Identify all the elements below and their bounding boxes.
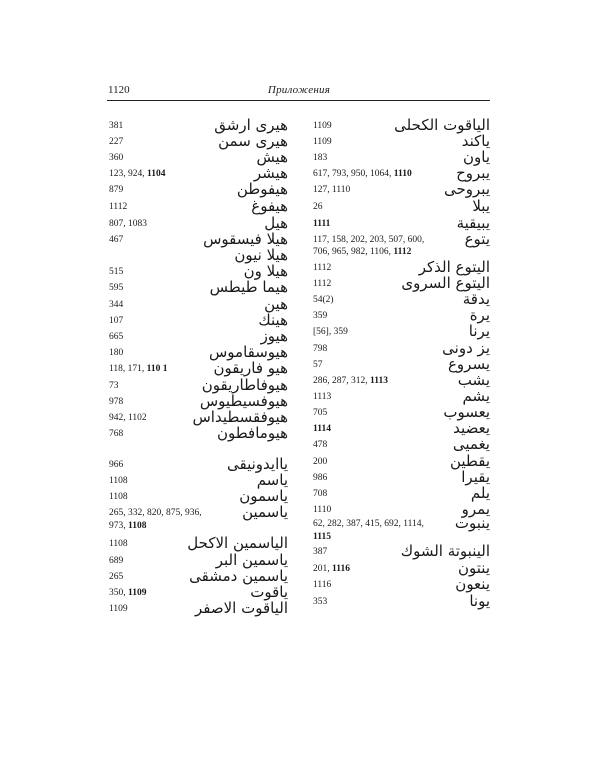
index-entry: [0, 166, 600, 183]
page-references: 705: [313, 408, 328, 418]
index-entry: [0, 182, 600, 199]
page-references: 689: [109, 556, 124, 566]
arabic-headword: يغميى: [452, 435, 490, 453]
page-references: 353: [313, 597, 328, 607]
arabic-headword: هيما طيطس: [209, 278, 288, 296]
page-references: 180: [109, 348, 124, 358]
arabic-headword: يبروحى: [444, 180, 490, 198]
index-entry: [0, 437, 600, 454]
page-references: 265: [109, 572, 124, 582]
main-page-reference: 1115: [313, 532, 331, 542]
page-references: 62, 282, 387, 415, 692, 1114,: [313, 519, 424, 529]
page-references: 879: [109, 185, 124, 195]
page-references: 798: [313, 344, 328, 354]
arabic-headword: الينبوتة الشوك: [400, 542, 490, 560]
page-references: 344: [109, 300, 124, 310]
page-references: 706, 965, 982, 1106, 1112: [313, 247, 412, 257]
index-entry: [0, 199, 600, 216]
page-references: 1113: [313, 392, 332, 402]
arabic-headword: الياقوت الاصفر: [195, 599, 288, 617]
page-references: 978: [109, 397, 124, 407]
arabic-headword: هيلا فيسقوس: [203, 230, 288, 248]
page-references: 57: [313, 360, 323, 370]
page-references: 350, 1109: [109, 588, 147, 598]
index-entry: [0, 292, 600, 309]
arabic-headword: هيل: [264, 214, 288, 232]
arabic-headword: اليتوع الذكر: [418, 258, 490, 276]
page-references: 595: [109, 283, 124, 293]
page-references: 227: [109, 137, 124, 147]
page-references: [56], 359: [313, 327, 348, 337]
page-references: 467: [109, 235, 124, 245]
main-page-reference: 1108: [128, 521, 147, 531]
index-entry: [0, 357, 600, 374]
index-entry: [0, 244, 600, 261]
arabic-headword: ياسمين: [242, 503, 288, 521]
page-references: 1116: [313, 580, 332, 590]
arabic-headword: يلم: [470, 484, 490, 502]
main-page-reference: 110 1: [146, 364, 168, 374]
index-entry: [0, 150, 600, 167]
page-references: 127, 1110: [313, 185, 351, 195]
main-page-reference: 1111: [313, 219, 331, 229]
page-references: 1112: [313, 279, 332, 289]
page-references: 117, 158, 202, 203, 507, 600,: [313, 235, 425, 245]
arabic-headword: هيرى سمن: [218, 132, 288, 150]
arabic-headword: ياسمين دمشقى: [189, 567, 288, 585]
main-page-reference: 1116: [332, 564, 350, 574]
page-references: 986: [313, 473, 328, 483]
arabic-headword: اليتوع السروى: [401, 274, 490, 292]
main-page-reference: 1104: [147, 169, 166, 179]
arabic-headword: يمرو: [461, 500, 490, 518]
page-references: 1109: [313, 121, 332, 131]
arabic-headword: هين: [264, 295, 288, 313]
page-references: 265, 332, 820, 875, 936,: [109, 508, 202, 518]
arabic-headword: هيفوطن: [236, 180, 288, 198]
arabic-headword: يرنا: [468, 322, 490, 340]
running-title: Приложения: [267, 84, 331, 96]
page-references: 768: [109, 429, 124, 439]
arabic-headword: هيش: [256, 148, 288, 166]
arabic-headword: يدقة: [462, 290, 490, 308]
index-entry: [0, 470, 600, 487]
page-references: 966: [109, 460, 124, 470]
page-references: [313, 218, 330, 230]
arabic-headword: يونا: [469, 592, 490, 610]
index-entry: [0, 324, 600, 341]
page-references: 1109: [313, 137, 332, 147]
arabic-headword: ياايدونيقى: [227, 455, 288, 473]
page-references: 1108: [109, 539, 128, 549]
arabic-headword: هيلا نيون: [234, 246, 288, 264]
index-entry: [0, 486, 600, 503]
index-entry: [0, 341, 600, 358]
page-references: 1110: [313, 505, 332, 515]
arabic-headword: ياسم: [256, 471, 288, 489]
page-references: [313, 531, 331, 543]
index-entry: [0, 216, 600, 233]
index-entry: [0, 373, 600, 390]
page-references: 708: [313, 489, 328, 499]
main-page-reference: 1112: [393, 247, 412, 257]
index-entry: [0, 118, 600, 135]
page-references: 1112: [109, 202, 128, 212]
page-references: 26: [313, 202, 323, 212]
arabic-headword: هينك: [258, 311, 288, 329]
main-page-reference: 1110: [393, 169, 412, 179]
arabic-headword: ياون: [462, 148, 490, 166]
arabic-headword: يسروع: [447, 355, 490, 373]
arabic-headword: هيوفاطاريقون: [201, 376, 288, 394]
index-entry: [0, 405, 600, 422]
index-entry: [0, 594, 600, 611]
page-references: 54(2): [313, 295, 334, 305]
arabic-headword: يعضيد: [453, 419, 490, 437]
index-entry: [0, 421, 600, 438]
page-references: 118, 171, 110 1: [109, 364, 168, 374]
index-entry: [0, 260, 600, 277]
page-references: 665: [109, 332, 124, 342]
arabic-headword: هيرى ارشق: [214, 116, 288, 134]
main-page-reference: 1113: [370, 376, 388, 386]
page-references: 1112: [313, 263, 332, 273]
arabic-headword: يبروح: [456, 164, 490, 182]
arabic-headword: الياقوت الكحلى: [394, 116, 490, 134]
header-rule: [107, 100, 490, 101]
page-references: 1108: [109, 476, 128, 486]
arabic-headword: ينعون: [455, 575, 490, 593]
page-references: 1109: [109, 604, 128, 614]
page-references: 107: [109, 316, 124, 326]
arabic-headword: هيشر: [253, 164, 288, 182]
arabic-headword: ياقوت: [250, 583, 288, 601]
index-entry: [0, 544, 600, 561]
page-references: [313, 423, 331, 435]
page-number: 1120: [108, 84, 130, 96]
page-references: 515: [109, 267, 124, 277]
arabic-headword: هيو فاريقون: [213, 359, 288, 377]
page-references: 200: [313, 457, 328, 467]
index-entry: [0, 389, 600, 406]
page-references: 1108: [109, 492, 128, 502]
arabic-headword: هيوز: [260, 327, 288, 345]
arabic-headword: ياكند: [461, 132, 490, 150]
arabic-headword: يعسوب: [443, 403, 490, 421]
arabic-headword: الياسمين الاكحل: [187, 534, 288, 552]
page-references: 286, 287, 312, 1113: [313, 376, 388, 386]
page-references: 381: [109, 121, 124, 131]
arabic-headword: يقطين: [449, 452, 490, 470]
arabic-headword: ينبوت: [454, 514, 490, 532]
arabic-headword: هيوفقسطيداس: [192, 408, 288, 426]
index-entry: [0, 561, 600, 578]
arabic-headword: يرة: [469, 306, 490, 324]
index-entry: [0, 308, 600, 325]
arabic-headword: يتوع: [464, 230, 490, 248]
page-references: 478: [313, 440, 328, 450]
arabic-headword: هيومافطون: [216, 424, 288, 442]
arabic-headword: هيوسقاموس: [208, 343, 288, 361]
page-references: 973, 1108: [109, 521, 147, 531]
arabic-headword: هيلا ون: [243, 262, 288, 280]
arabic-headword: يبيقية: [456, 214, 490, 232]
page-references: 360: [109, 153, 124, 163]
arabic-headword: يشب: [457, 371, 490, 389]
index-entry: [0, 454, 600, 471]
arabic-headword: يشم: [462, 387, 490, 405]
page-references: 617, 793, 950, 1064, 1110: [313, 169, 412, 179]
page-references: 201, 1116: [313, 564, 350, 574]
main-page-reference: 1114: [313, 424, 331, 434]
index-entry: [0, 134, 600, 151]
page-references: 387: [313, 547, 328, 557]
page-references: 359: [313, 311, 328, 321]
arabic-headword: هيوفسيطيوس: [199, 392, 288, 410]
arabic-headword: يبلا: [472, 197, 490, 215]
arabic-headword: ياسمين البر: [215, 551, 288, 569]
main-page-reference: 1109: [128, 588, 147, 598]
arabic-headword: يز دونى: [442, 339, 490, 357]
arabic-headword: هيفوغ: [251, 197, 288, 215]
arabic-headword: ينتون: [458, 559, 490, 577]
arabic-headword: يقيرا: [461, 468, 490, 486]
index-entry: [0, 577, 600, 594]
index-entry: [0, 276, 600, 293]
page-references: 807, 1083: [109, 219, 147, 229]
arabic-headword: ياسمون: [239, 487, 288, 505]
page-references: 942, 1102: [109, 413, 147, 423]
page-references: 183: [313, 153, 328, 163]
page-references: 73: [109, 381, 119, 391]
page-references: 123, 924, 1104: [109, 169, 166, 179]
